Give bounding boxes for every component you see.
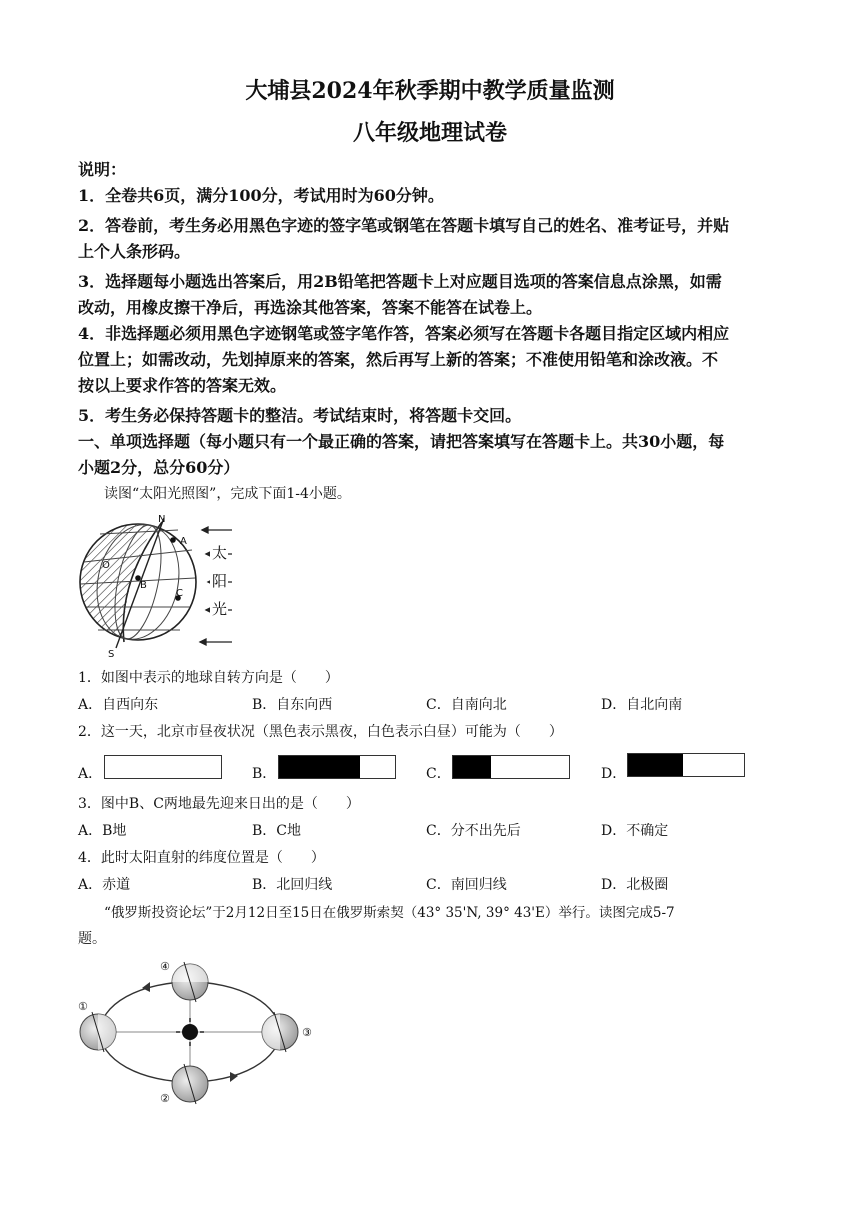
sunlight-char: 阳 bbox=[212, 572, 228, 590]
night-fill bbox=[628, 754, 683, 776]
question-stem: 4．此时太阳直射的纬度位置是（ ） bbox=[78, 850, 325, 866]
instructions-heading: 说明： bbox=[78, 160, 127, 179]
instruction-line: 按以上要求作答的答案无效。 bbox=[78, 376, 287, 395]
option-b: B．C地 bbox=[252, 823, 301, 839]
label-b: B bbox=[140, 580, 147, 591]
option-a: A．B地 bbox=[78, 823, 127, 839]
option-c: C．自南向北 bbox=[426, 697, 507, 713]
sunlight-illumination-diagram bbox=[72, 512, 242, 662]
option-d: D． bbox=[601, 766, 627, 782]
question-stem: 1．如图中表示的地球自转方向是（ ） bbox=[78, 670, 339, 686]
day-night-bar-c bbox=[452, 755, 570, 779]
sunlight-char: 光 bbox=[212, 600, 228, 618]
option-d: D．自北向南 bbox=[601, 697, 683, 713]
instruction-line: 5．考生务必保持答题卡的整洁。考试结束时，将答题卡交回。 bbox=[78, 406, 522, 425]
option-b: B． bbox=[252, 766, 277, 782]
earth-position-2-icon bbox=[172, 1064, 208, 1104]
point-a bbox=[170, 537, 176, 543]
position-1-label: ① bbox=[78, 1000, 88, 1013]
night-fill bbox=[453, 756, 491, 778]
instruction-line: 1．全卷共6页，满分100分，考试用时为60分钟。 bbox=[78, 186, 444, 205]
position-2-label: ② bbox=[160, 1092, 170, 1105]
option-c: C． bbox=[426, 766, 451, 782]
section-heading: 一、单项选择题（每小题只有一个最正确的答案，请把答案填写在答题卡上。共30小题，每 bbox=[78, 432, 725, 451]
instruction-line: 2．答卷前，考生务必用黑色字迹的签字笔或钢笔在答题卡填写自己的姓名、准考证号，并贴 bbox=[78, 216, 730, 235]
label-o: O bbox=[102, 560, 110, 571]
position-4-label: ④ bbox=[160, 960, 170, 973]
position-3-label: ③ bbox=[302, 1026, 312, 1039]
option-d: D．北极圈 bbox=[601, 877, 669, 893]
earth-revolution-diagram bbox=[72, 956, 322, 1106]
option-d: D．不确定 bbox=[601, 823, 669, 839]
section-heading: 小题2分，总分60分） bbox=[78, 458, 240, 477]
sun-icon bbox=[182, 1024, 198, 1040]
option-a: A．自西向东 bbox=[78, 697, 159, 713]
label-a: A bbox=[180, 536, 187, 547]
option-c: C．分不出先后 bbox=[426, 823, 521, 839]
earth-position-1-icon bbox=[80, 1012, 116, 1052]
diagram-intro: 题。 bbox=[78, 931, 106, 947]
question-stem: 3．图中B、C两地最先迎来日出的是（ ） bbox=[78, 796, 360, 812]
diagram-intro: “俄罗斯投资论坛”于2月12日至15日在俄罗斯索契（43° 35'N, 39° 43'E）举行。读图完成5-7 bbox=[104, 905, 675, 921]
earth-position-3-icon bbox=[262, 1012, 298, 1052]
label-s: S bbox=[108, 649, 115, 660]
label-n: N bbox=[158, 514, 166, 525]
page-subtitle: 八年级地理试卷 bbox=[352, 120, 507, 146]
option-a: A． bbox=[78, 766, 103, 782]
day-night-bar-d bbox=[627, 753, 745, 777]
instruction-line: 4．非选择题必须用黑色字迹钢笔或签字笔作答，答案必须写在答题卡各题目指定区域内相应 bbox=[78, 324, 730, 343]
earth-position-4-icon bbox=[172, 962, 208, 1002]
page-title: 大埔县2024年秋季期中教学质量监测 bbox=[245, 78, 615, 104]
day-night-bar-b bbox=[278, 755, 396, 779]
diagram-intro: 读图“太阳光照图”，完成下面1-4小题。 bbox=[104, 486, 351, 502]
option-b: B．北回归线 bbox=[252, 877, 333, 893]
instruction-line: 位置上；如需改动，先划掉原来的答案，然后再写上新的答案；不准使用铅笔和涂改液。不 bbox=[78, 350, 719, 369]
instruction-line: 上个人条形码。 bbox=[78, 242, 191, 261]
option-c: C．南回归线 bbox=[426, 877, 507, 893]
night-fill bbox=[279, 756, 360, 778]
instruction-line: 3．选择题每小题选出答案后，用2B铅笔把答题卡上对应题目选项的答案信息点涂黑，如需 bbox=[78, 272, 722, 291]
question-stem: 2．这一天，北京市昼夜状况（黑色表示黑夜，白色表示白昼）可能为（ ） bbox=[78, 724, 563, 740]
instruction-line: 改动，用橡皮擦干净后，再选涂其他答案，答案不能答在试卷上。 bbox=[78, 298, 543, 317]
option-a: A．赤道 bbox=[78, 877, 131, 893]
sunlight-char: 太 bbox=[212, 544, 228, 562]
option-b: B．自东向西 bbox=[252, 697, 333, 713]
day-night-bar-a bbox=[104, 755, 222, 779]
label-c: C bbox=[176, 588, 183, 599]
